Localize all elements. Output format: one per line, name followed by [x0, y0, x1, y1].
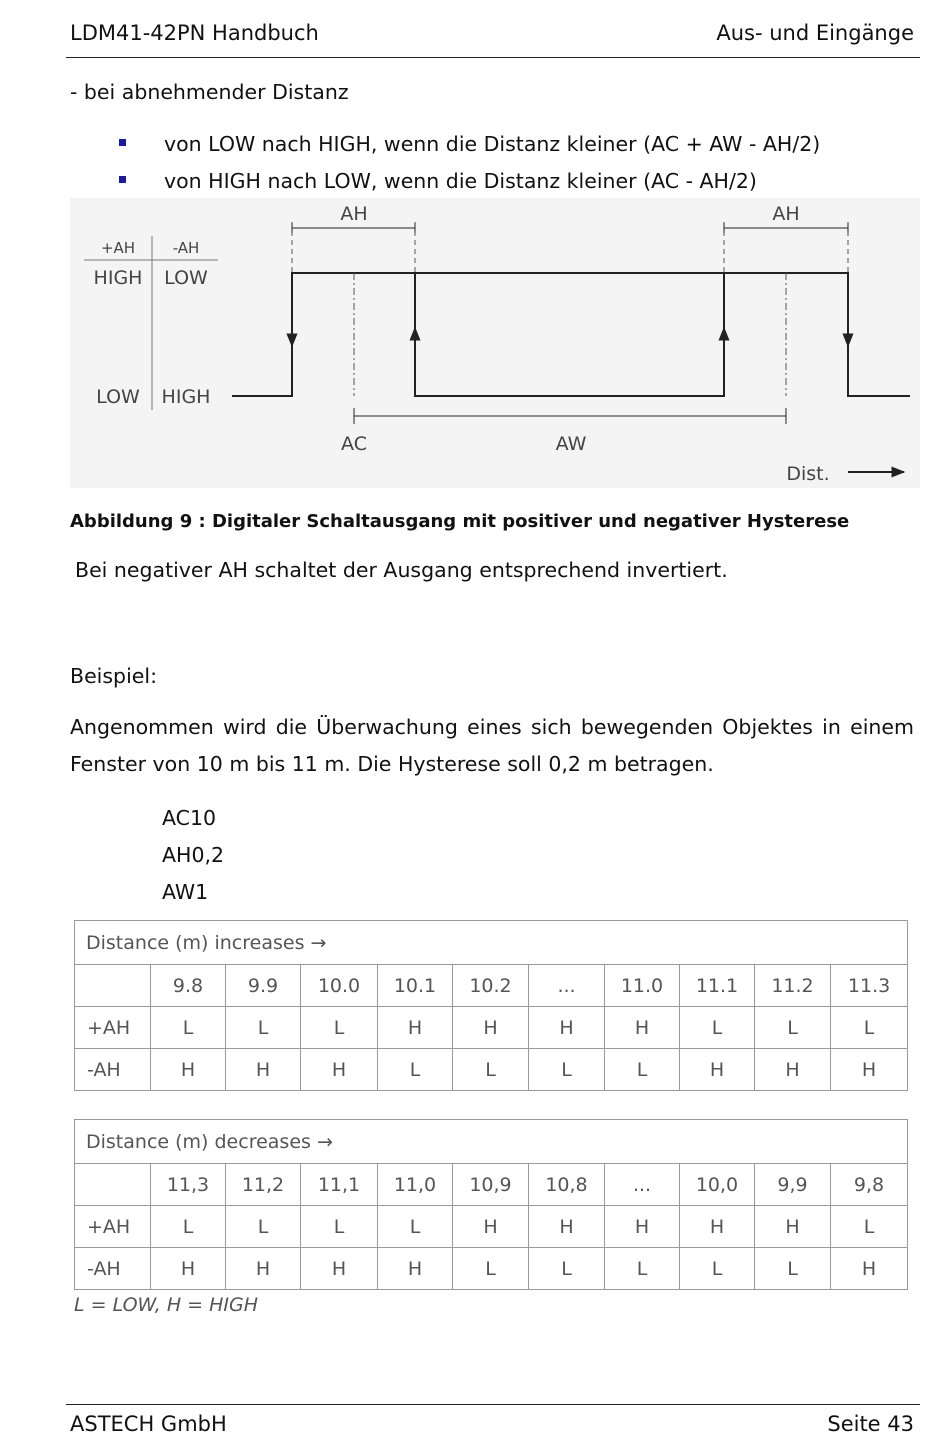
ah-left-label: AH	[340, 203, 368, 225]
table-cell: H	[831, 1248, 908, 1290]
table-header-cell: 11,1	[301, 1164, 378, 1206]
aw-label: AW	[555, 433, 587, 455]
section-title: Aus- und Eingänge	[716, 21, 914, 45]
table-cell: H	[453, 1206, 529, 1248]
low-plus-label: LOW	[96, 386, 140, 408]
table-cell: L	[529, 1248, 605, 1290]
table-cell: H	[378, 1007, 453, 1049]
table-header-row	[75, 965, 908, 1007]
table-cell: L	[151, 1206, 226, 1248]
table-header-cell: 11.3	[831, 965, 908, 1007]
table-cell: L	[301, 1206, 378, 1248]
table-cell: H	[378, 1248, 453, 1290]
page-number: Seite 43	[827, 1412, 914, 1434]
hysteresis-diagram	[70, 198, 920, 488]
table-row	[75, 1248, 908, 1290]
table-header-cell: 11.2	[755, 965, 831, 1007]
table-header-cell: 11.1	[680, 965, 755, 1007]
table-row	[75, 1206, 908, 1248]
document-title: LDM41-42PN Handbuch	[70, 21, 319, 45]
table-header-cell: 9,9	[755, 1164, 831, 1206]
table-cell: H	[529, 1007, 605, 1049]
table-header-cell: 11,0	[378, 1164, 453, 1206]
table-cell: L	[680, 1248, 755, 1290]
example-paragraph: Angenommen wird die Überwachung eines sich bewegenden Objektes in einem Fenster von 10 m bis 11 m. Die Hysterese soll 0,2 m betragen.	[70, 715, 914, 776]
table-cell: H	[605, 1206, 680, 1248]
table-header-cell: 10.0	[301, 965, 378, 1007]
table-cell: L	[605, 1049, 680, 1091]
table-row	[75, 1007, 908, 1049]
row-label: +AH	[75, 1007, 151, 1049]
high-plus-label: HIGH	[93, 267, 143, 289]
table-title-row	[75, 921, 908, 965]
bullet-item: von LOW nach HIGH, wenn die Distanz kleiner (AC + AW - AH/2)	[164, 132, 821, 156]
table-header-cell: 10,8	[529, 1164, 605, 1206]
table-corner-cell	[75, 1164, 151, 1206]
table-cell: L	[755, 1248, 831, 1290]
table-header-cell: 11,2	[226, 1164, 301, 1206]
company-name: ASTECH GmbH	[70, 1412, 227, 1434]
table-row	[75, 1049, 908, 1091]
high-signal-trace	[232, 273, 910, 396]
table-cell: L	[831, 1007, 908, 1049]
table-cell: L	[151, 1007, 226, 1049]
table-cell: L	[529, 1049, 605, 1091]
ac-label: AC	[341, 433, 367, 455]
table-header-row	[75, 1164, 908, 1206]
dist-label: Dist.	[786, 463, 830, 485]
table-header-cell: 11,3	[151, 1164, 226, 1206]
table-cell: L	[226, 1007, 301, 1049]
table-cell: H	[301, 1049, 378, 1091]
table-title: Distance (m) increases →	[75, 921, 908, 965]
row-label: -AH	[75, 1049, 151, 1091]
table-cell: H	[226, 1049, 301, 1091]
table-legend: L = LOW, H = HIGH	[74, 1294, 259, 1316]
increase-table	[74, 920, 908, 1091]
header-rule	[66, 57, 920, 58]
bullet-marker	[119, 176, 126, 183]
table-title: Distance (m) decreases →	[75, 1120, 908, 1164]
table-cell: L	[831, 1206, 908, 1248]
table-cell: H	[301, 1248, 378, 1290]
param-ah: AH0,2	[162, 843, 225, 867]
table-cell: L	[301, 1007, 378, 1049]
table-cell: L	[453, 1248, 529, 1290]
table-cell: H	[151, 1049, 226, 1091]
table-cell: H	[755, 1206, 831, 1248]
table-header-cell: ...	[605, 1164, 680, 1206]
table-corner-cell	[75, 965, 151, 1007]
row-label: +AH	[75, 1206, 151, 1248]
table-header-cell: 9.8	[151, 965, 226, 1007]
table-cell: H	[226, 1248, 301, 1290]
table-cell: L	[605, 1248, 680, 1290]
invert-note: Bei negativer AH schaltet der Ausgang entsprechend invertiert.	[75, 558, 728, 582]
table-cell: H	[680, 1049, 755, 1091]
table-cell: H	[529, 1206, 605, 1248]
footer-rule	[66, 1404, 920, 1405]
table-cell: H	[680, 1206, 755, 1248]
table-cell: L	[680, 1007, 755, 1049]
table-cell: L	[755, 1007, 831, 1049]
decrease-table	[74, 1119, 908, 1290]
table-cell: L	[378, 1049, 453, 1091]
table-header-cell: 10.2	[453, 965, 529, 1007]
col-plus-ah: +AH	[100, 239, 136, 257]
table-title-row	[75, 1120, 908, 1164]
row-label: -AH	[75, 1248, 151, 1290]
table-header-cell: 10,9	[453, 1164, 529, 1206]
table-header-cell: 10,0	[680, 1164, 755, 1206]
table-cell: L	[226, 1206, 301, 1248]
table-cell: H	[605, 1007, 680, 1049]
low-minus-label: LOW	[164, 267, 208, 289]
high-minus-label: HIGH	[161, 386, 211, 408]
intro-line: - bei abnehmender Distanz	[70, 80, 349, 104]
table-header-cell: 9.9	[226, 965, 301, 1007]
table-cell: H	[453, 1007, 529, 1049]
ah-right-label: AH	[772, 203, 800, 225]
table-cell: L	[453, 1049, 529, 1091]
table-header-cell: ...	[529, 965, 605, 1007]
table-header-cell: 11.0	[605, 965, 680, 1007]
bullet-item: von HIGH nach LOW, wenn die Distanz kleiner (AC - AH/2)	[164, 169, 757, 193]
figure-caption: Abbildung 9 : Digitaler Schaltausgang mit positiver und negativer Hysterese	[70, 511, 850, 532]
table-cell: H	[151, 1248, 226, 1290]
low-signal-trace	[415, 273, 724, 396]
table-cell: L	[378, 1206, 453, 1248]
bullet-marker	[119, 139, 126, 146]
param-aw: AW1	[162, 880, 209, 904]
table-header-cell: 9,8	[831, 1164, 908, 1206]
col-minus-ah: -AH	[172, 239, 200, 257]
table-header-cell: 10.1	[378, 965, 453, 1007]
table-cell: H	[755, 1049, 831, 1091]
example-heading: Beispiel:	[70, 664, 157, 688]
table-cell: H	[831, 1049, 908, 1091]
param-ac: AC10	[162, 806, 217, 830]
